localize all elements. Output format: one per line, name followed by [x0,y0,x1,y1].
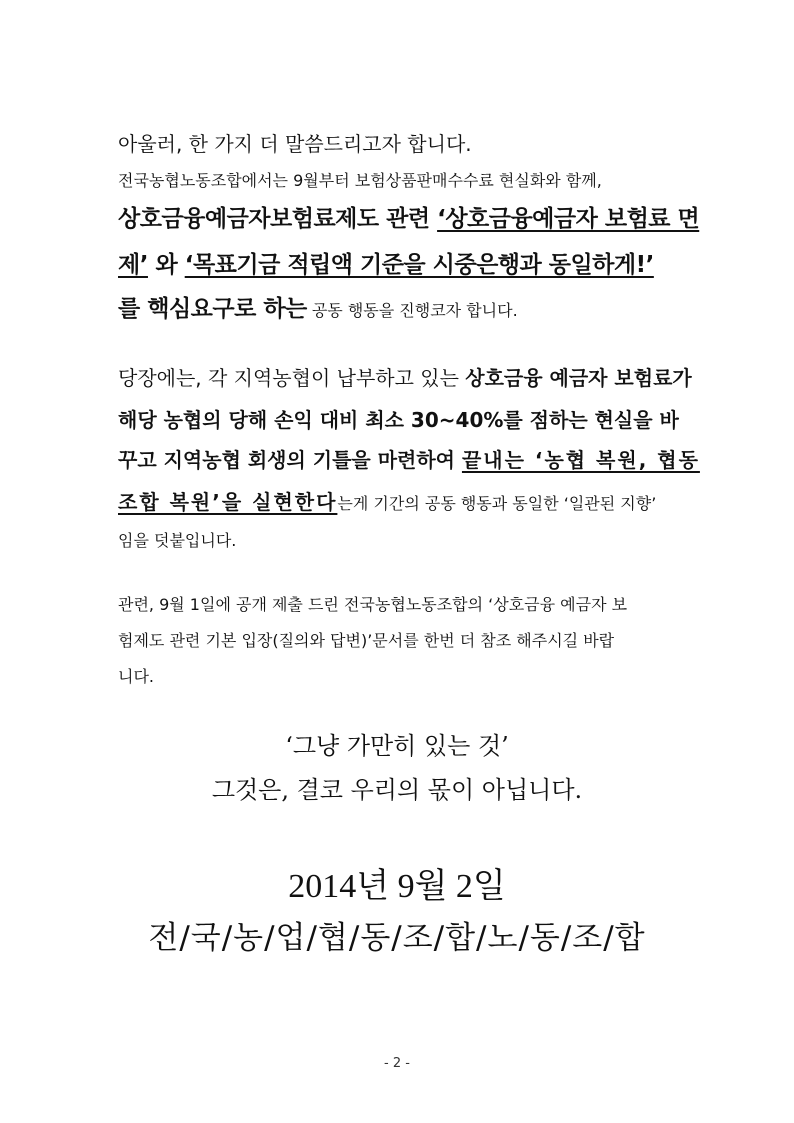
para2-line5: 임을 덧붙입니다. [118,531,237,550]
para2-line4 [118,486,656,515]
para1-line3-lead: 상호금융예금자보험료제도 관련 [118,206,438,232]
page-number: - 2 - [384,1056,410,1071]
closing-quote-line1: ‘그냥 가만히 있는 것’ [285,732,509,760]
para1-line2: 전국농협노동조합에서는 9월부터 보험상품판매수수료 현실화와 함께, [118,171,602,190]
para1-demand-1-end: 제’ [118,252,148,278]
closing-quote-line2: 그것은, 결코 우리의 몫이 아닙니다. [211,776,583,804]
para1-demand-2: ‘목표기금 적립액 기준을 시중은행과 동일하게!’ [184,252,654,278]
para2-line1 [118,362,692,391]
para2-restoration-start: 끝내는 ‘농협 복원, 협동 [461,448,700,472]
para1-core-demand: 를 핵심요구로 하는 [118,296,307,322]
para1-line1: 아울러, 한 가지 더 말씀드리고자 합니다. [118,132,472,156]
para2-line3 [118,444,700,473]
para1-demand-1-start: ‘상호금융예금자 보험료 면 [437,206,700,232]
para1-line5 [118,290,518,323]
para2-restoration-end: 조합 복원’을 실현한다 [118,490,338,514]
signature-date: 2014년 9월 2일 [288,868,506,905]
para1-line4 [118,246,654,279]
para2-line1-lead: 당장에는, 각 지역농협이 납부하고 있는 [118,366,466,390]
para3-line1: 관련, 9월 1일에 공개 제출 드린 전국농협노동조합의 ‘상호금융 예금자 보 [118,595,628,614]
signature-organization: 전/국/농/업/협/동/조/합/노/동/조/합 [148,920,646,956]
para3-line2: 험제도 관련 기본 입장(질의와 답변)’문서를 한번 더 참조 해주시길 바랍 [118,631,615,650]
para1-action: 공동 행동을 진행코자 합니다. [306,301,518,320]
para2-line3-lead: 꾸고 지역농협 회생의 기틀을 마련하여 [118,448,462,472]
para1-line3 [118,200,699,233]
para2-premium-phrase: 상호금융 예금자 보험료가 [465,366,692,390]
para2-line2: 해당 농협의 당해 손익 대비 최소 30~40%를 점하는 현실을 바 [118,408,679,432]
para3-line3: 니다. [118,667,154,686]
para2-line4-rest: 는게 기간의 공동 행동과 동일한 ‘일관된 지향’ [337,494,657,513]
para1-conjunction: 와 [147,252,185,278]
